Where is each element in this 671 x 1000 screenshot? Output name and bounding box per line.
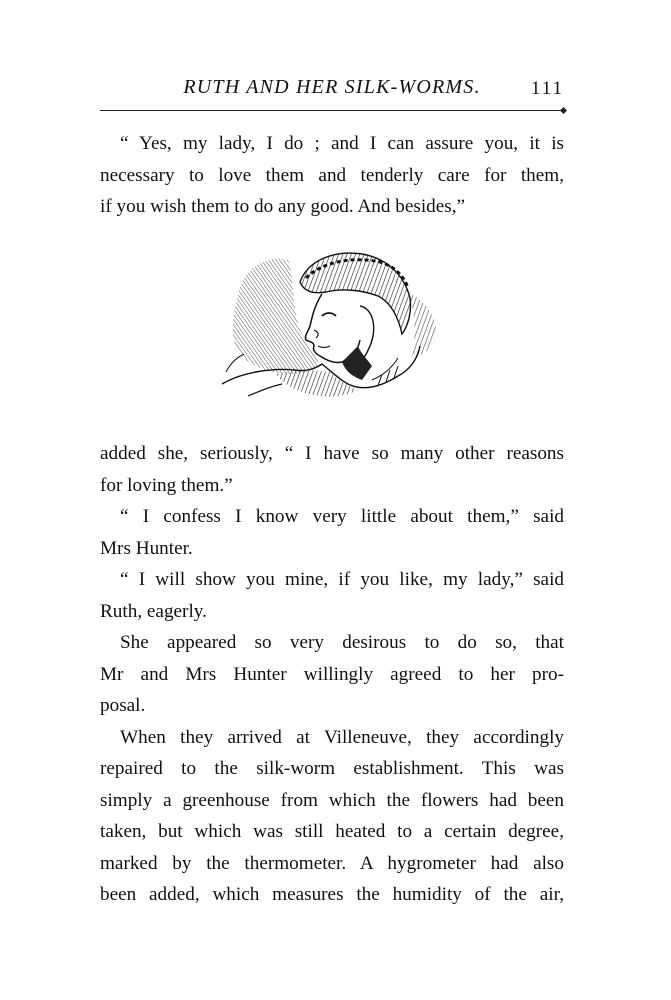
- text-line: posal.: [100, 695, 146, 716]
- text-line: Mrs Hunter.: [100, 537, 193, 559]
- paragraph-block-top: [100, 128, 564, 223]
- text-line: added she, seriously, “ I have so many other reasons: [100, 443, 564, 464]
- text-line: for loving them.”: [100, 474, 233, 496]
- text-line: necessary to love them and tenderly care for them,: [100, 164, 564, 186]
- text-line: “ Yes, my lady, I do ; and I can assure you, it is: [120, 133, 564, 154]
- text-line: “ I will show you mine, if you like, my lady,” said: [120, 569, 564, 590]
- header-rule: [100, 110, 563, 111]
- text-line: simply a greenhouse from which the flowers had been: [100, 789, 564, 811]
- text-line: if you wish them to do any good. And besides,”: [100, 196, 466, 217]
- running-head: [100, 76, 566, 102]
- text-line: When they arrived at Villeneuve, they accordingly: [120, 726, 564, 748]
- header-rule-ornament: [560, 107, 567, 114]
- text-line: been added, which measures the humidity of the air,: [100, 884, 564, 905]
- text-line: She appeared so very desirous to do so, that: [120, 632, 564, 653]
- text-line: taken, but which was still heated to a certain degree,: [100, 821, 564, 842]
- text-line: “ I confess I know very little about them,” said: [120, 506, 564, 527]
- paragraph-block-bottom: [100, 438, 564, 911]
- woman-portrait-engraving-icon: [222, 246, 444, 414]
- page-number: 111: [530, 78, 564, 99]
- text-line: marked by the thermometer. A hygrometer had also: [100, 852, 564, 874]
- text-line: repaired to the silk-worm establishment. This was: [100, 758, 564, 779]
- running-title: RUTH AND HER SILK-WORMS.: [183, 76, 481, 98]
- text-line: Ruth, eagerly.: [100, 600, 207, 622]
- text-line: Mr and Mrs Hunter willingly agreed to her pro-: [100, 663, 564, 685]
